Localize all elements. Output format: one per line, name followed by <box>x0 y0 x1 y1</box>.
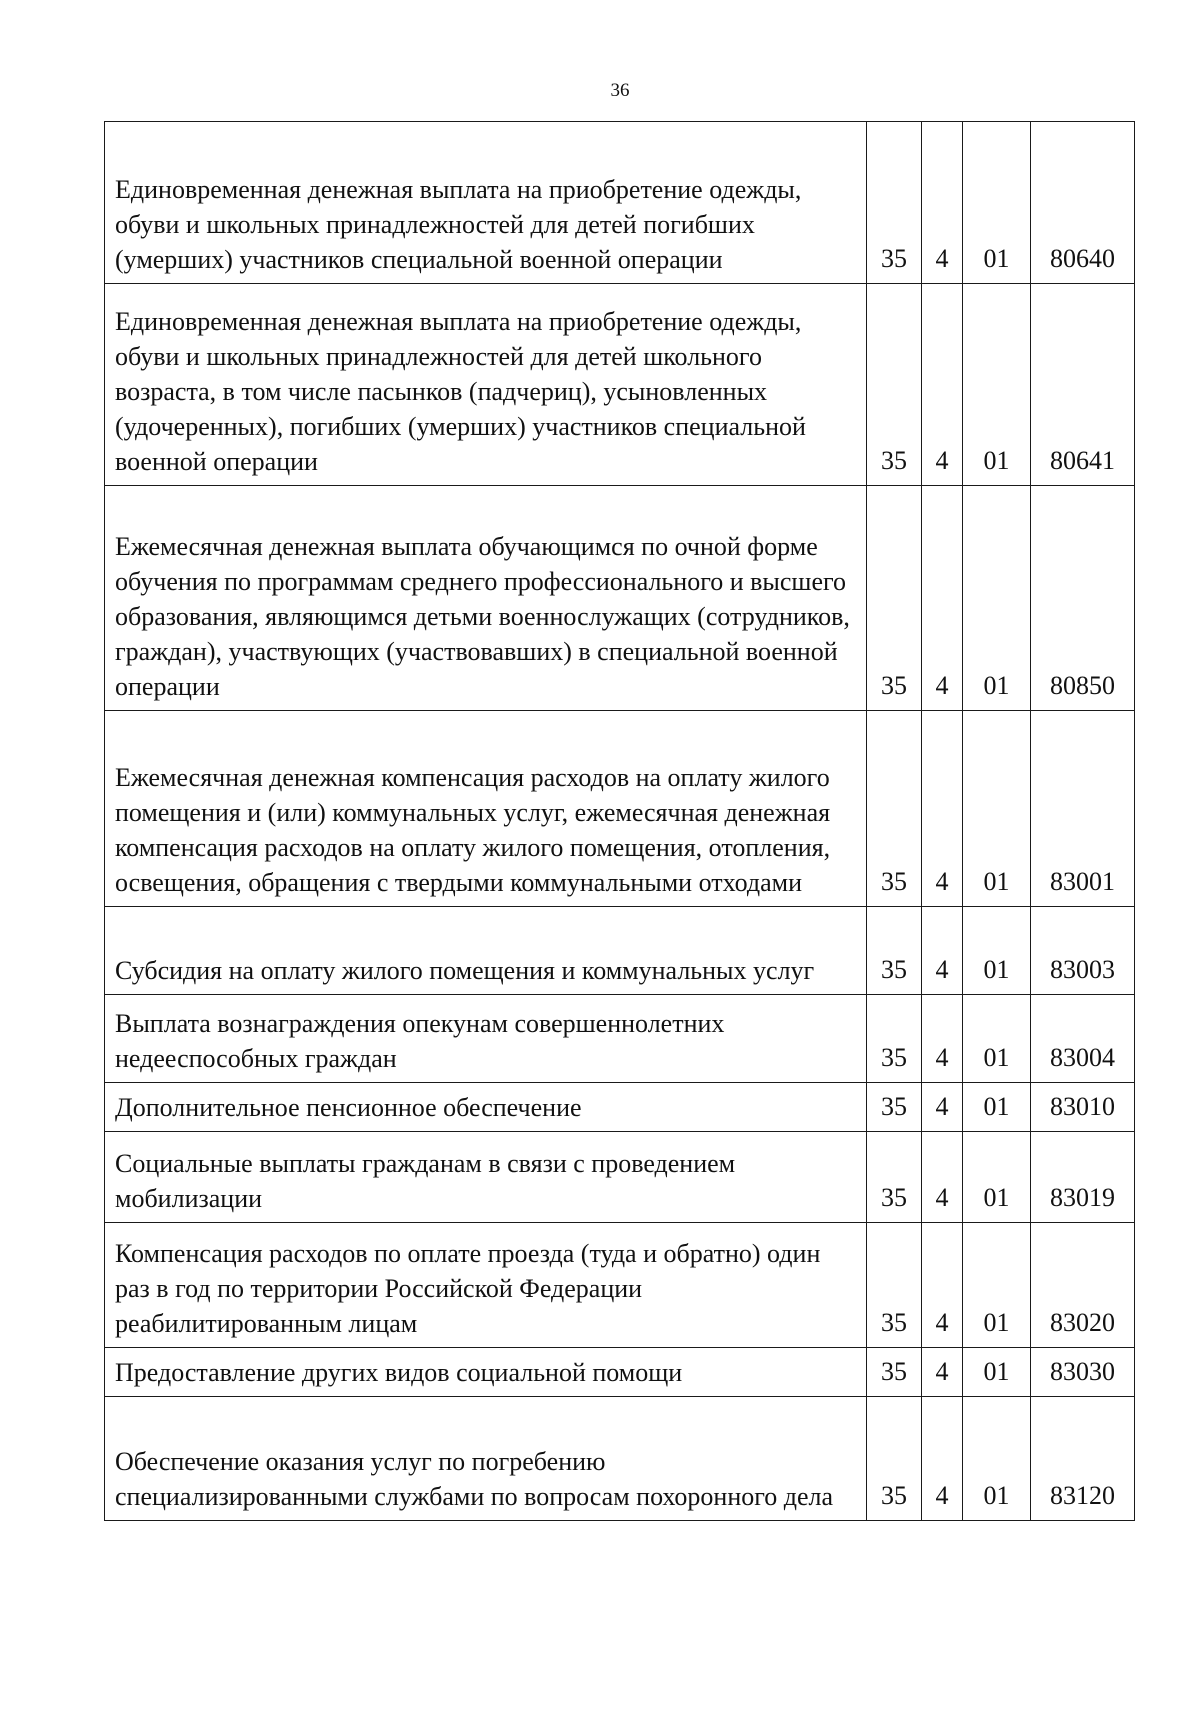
code-cell: 35 <box>867 1397 922 1521</box>
code-cell: 35 <box>867 122 922 284</box>
code-cell: 01 <box>963 995 1031 1083</box>
row-description: Субсидия на оплату жилого помещения и коммунальных услуг <box>105 907 867 995</box>
row-description: Обеспечение оказания услуг по погребению специализированными службами по вопросам похоронного дела <box>105 1397 867 1521</box>
table-row <box>105 1083 1135 1132</box>
code-cell: 01 <box>963 284 1031 486</box>
row-description: Компенсация расходов по оплате проезда (туда и обратно) один раз в год по территории Российской Федерации реабилитированным лицам <box>105 1223 867 1348</box>
table-row <box>105 1397 1135 1521</box>
code-cell: 4 <box>922 1397 963 1521</box>
code-cell: 4 <box>922 486 963 711</box>
code-cell: 35 <box>867 1083 922 1132</box>
row-description: Дополнительное пенсионное обеспечение <box>105 1083 867 1132</box>
code-cell: 01 <box>963 1348 1031 1397</box>
code-cell: 4 <box>922 1348 963 1397</box>
code-cell: 83020 <box>1031 1223 1135 1348</box>
code-cell: 35 <box>867 486 922 711</box>
row-description: Предоставление других видов социальной помощи <box>105 1348 867 1397</box>
row-description: Ежемесячная денежная компенсация расходов на оплату жилого помещения и (или) коммунальных услуг, ежемесячная денежная компенсация расходов на оплату жилого помещения, отопления, освещения, обращения с твердыми коммунальными отходами <box>105 711 867 907</box>
code-cell: 4 <box>922 907 963 995</box>
code-cell: 01 <box>963 711 1031 907</box>
budget-classification-table <box>104 121 1135 1521</box>
page-number: 36 <box>610 80 630 101</box>
table-row <box>105 907 1135 995</box>
table-row <box>105 284 1135 486</box>
table-row <box>105 486 1135 711</box>
table-row <box>105 1348 1135 1397</box>
table-row <box>105 1132 1135 1223</box>
code-cell: 01 <box>963 1397 1031 1521</box>
code-cell: 01 <box>963 907 1031 995</box>
code-cell: 83120 <box>1031 1397 1135 1521</box>
row-description: Ежемесячная денежная выплата обучающимся по очной форме обучения по программам среднего профессионального и высшего образования, являющимся детьми военнослужащих (сотрудников, граждан), участвующих (участвовавших) в специальной военной операции <box>105 486 867 711</box>
row-description: Единовременная денежная выплата на приобретение одежды, обуви и школьных принадлежностей для детей погибших (умерших) участников специальной военной операции <box>105 122 867 284</box>
code-cell: 35 <box>867 995 922 1083</box>
code-cell: 4 <box>922 711 963 907</box>
code-cell: 4 <box>922 1083 963 1132</box>
code-cell: 01 <box>963 486 1031 711</box>
code-cell: 4 <box>922 1223 963 1348</box>
table-row <box>105 711 1135 907</box>
code-cell: 80850 <box>1031 486 1135 711</box>
row-description: Единовременная денежная выплата на приобретение одежды, обуви и школьных принадлежностей для детей школьного возраста, в том числе пасынков (падчериц), усыновленных (удочеренных), погибших (умерших) участников специальной военной операции <box>105 284 867 486</box>
code-cell: 4 <box>922 995 963 1083</box>
code-cell: 01 <box>963 1223 1031 1348</box>
code-cell: 83030 <box>1031 1348 1135 1397</box>
code-cell: 80641 <box>1031 284 1135 486</box>
table-row <box>105 995 1135 1083</box>
code-cell: 80640 <box>1031 122 1135 284</box>
code-cell: 83003 <box>1031 907 1135 995</box>
row-description: Социальные выплаты гражданам в связи с проведением мобилизации <box>105 1132 867 1223</box>
code-cell: 35 <box>867 1348 922 1397</box>
code-cell: 4 <box>922 284 963 486</box>
code-cell: 35 <box>867 1223 922 1348</box>
code-cell: 35 <box>867 907 922 995</box>
table-row <box>105 1223 1135 1348</box>
code-cell: 4 <box>922 122 963 284</box>
code-cell: 01 <box>963 122 1031 284</box>
table-row <box>105 122 1135 284</box>
row-description: Выплата вознаграждения опекунам совершеннолетних недееспособных граждан <box>105 995 867 1083</box>
code-cell: 83001 <box>1031 711 1135 907</box>
code-cell: 35 <box>867 711 922 907</box>
code-cell: 35 <box>867 1132 922 1223</box>
code-cell: 4 <box>922 1132 963 1223</box>
code-cell: 01 <box>963 1132 1031 1223</box>
code-cell: 01 <box>963 1083 1031 1132</box>
code-cell: 83019 <box>1031 1132 1135 1223</box>
code-cell: 83010 <box>1031 1083 1135 1132</box>
code-cell: 83004 <box>1031 995 1135 1083</box>
code-cell: 35 <box>867 284 922 486</box>
